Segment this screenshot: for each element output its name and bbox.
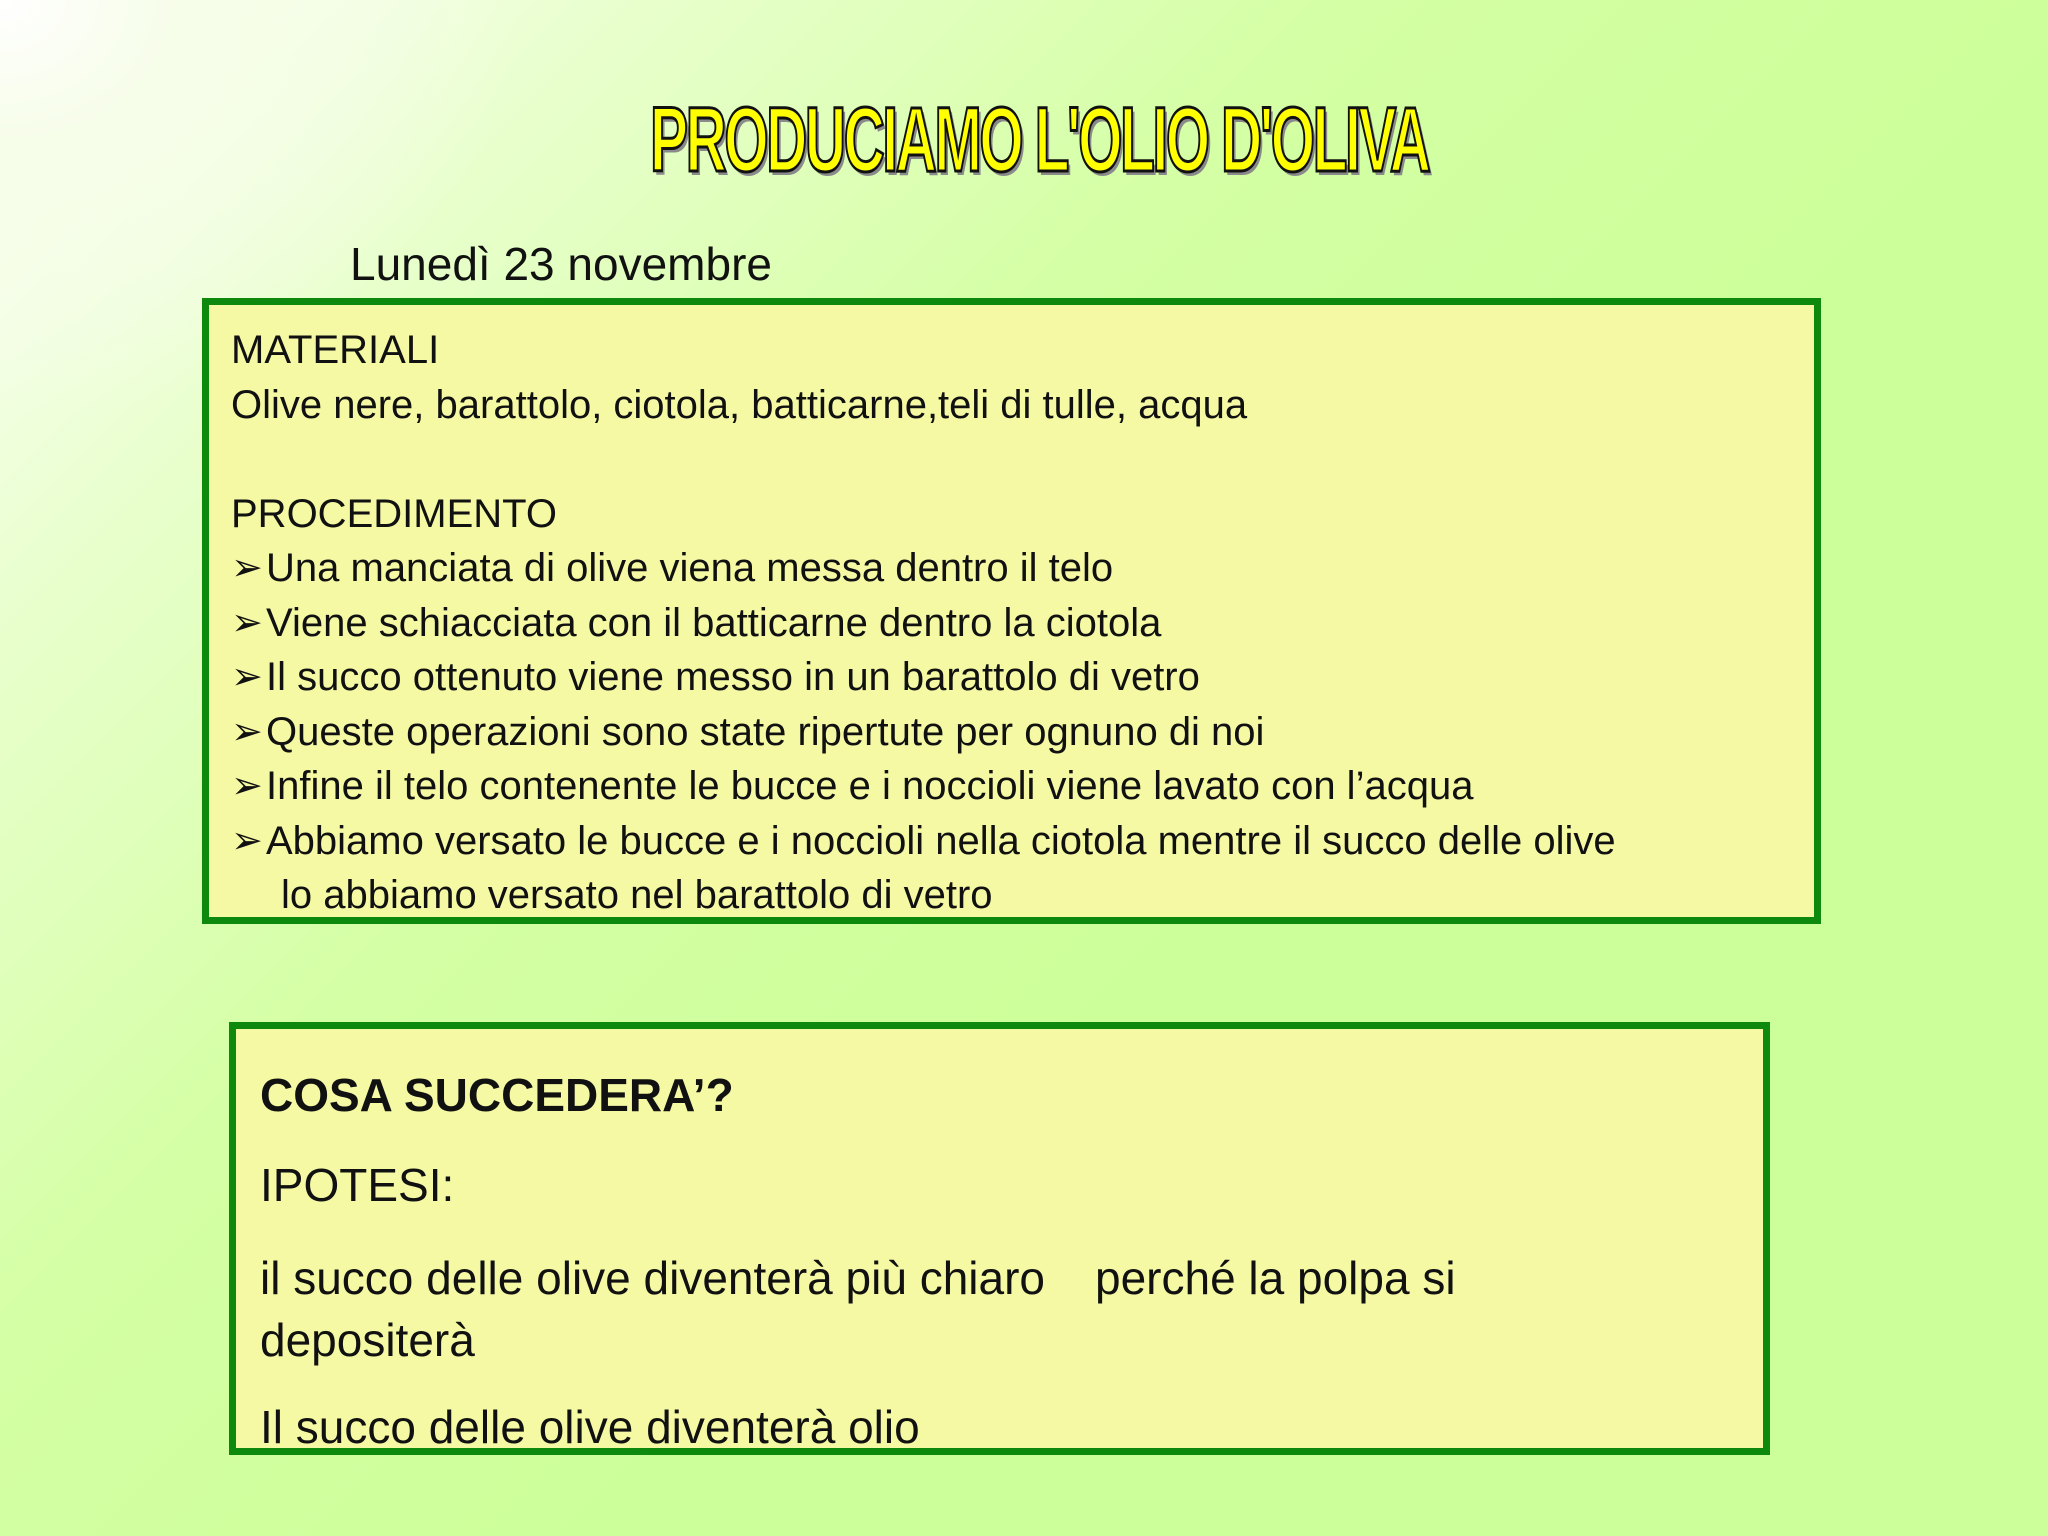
procedure-step — [231, 650, 1796, 705]
section-spacer — [231, 432, 1796, 487]
arrow-bullet-icon: ➢ — [231, 656, 263, 698]
hypothesis-label: IPOTESI: — [260, 1159, 455, 1211]
arrow-bullet-icon: ➢ — [231, 765, 263, 807]
procedure-step-text: Una manciata di olive viena messa dentro il telo — [266, 546, 1114, 590]
materials-procedure-box — [202, 298, 1821, 924]
procedure-step — [231, 541, 1796, 596]
slide-title: PRODUCIAMO L'OLIO D'OLIVA — [650, 89, 1429, 191]
materials-heading: MATERIALI — [231, 328, 440, 372]
hypothesis-1-part-b: perché la polpa si depositerà — [260, 1252, 1456, 1366]
date-label: Lunedì 23 novembre — [350, 238, 772, 290]
procedure-heading: PROCEDIMENTO — [231, 491, 557, 536]
procedure-step-text: Viene schiacciata con il batticarne dentro la ciotola — [266, 600, 1162, 645]
hypothesis-question: COSA SUCCEDERA’? — [260, 1069, 734, 1121]
arrow-bullet-icon: ➢ — [231, 601, 263, 644]
hypothesis-2: Il succo delle olive diventerà olio — [260, 1401, 920, 1453]
procedure-step — [231, 814, 1796, 869]
procedure-step-text: Queste operazioni sono state ripertute per ognuno di noi — [266, 709, 1265, 754]
hypothesis-box — [229, 1022, 1770, 1455]
procedure-step-continuation: lo abbiamo versato nel barattolo di vetro — [281, 873, 993, 917]
procedure-step — [231, 596, 1796, 651]
arrow-bullet-icon: ➢ — [231, 819, 263, 862]
procedure-step-text: Abbiamo versato le bucce e i noccioli nella ciotola mentre il succo delle olive — [266, 818, 1616, 863]
procedure-step — [231, 705, 1796, 760]
materials-list: Olive nere, barattolo, ciotola, batticarne,teli di tulle, acqua — [231, 382, 1248, 427]
procedure-step — [231, 759, 1796, 814]
hypothesis-1-part-a: il succo delle olive diventerà più chiaro — [260, 1252, 1045, 1304]
hypothesis-1 — [260, 1247, 1660, 1371]
procedure-step-text: Il succo ottenuto viene messo in un barattolo di vetro — [266, 655, 1200, 699]
procedure-step-text: Infine il telo contenente le bucce e i noccioli viene lavato con l’acqua — [266, 764, 1474, 808]
arrow-bullet-icon: ➢ — [231, 547, 263, 589]
arrow-bullet-icon: ➢ — [231, 710, 263, 753]
